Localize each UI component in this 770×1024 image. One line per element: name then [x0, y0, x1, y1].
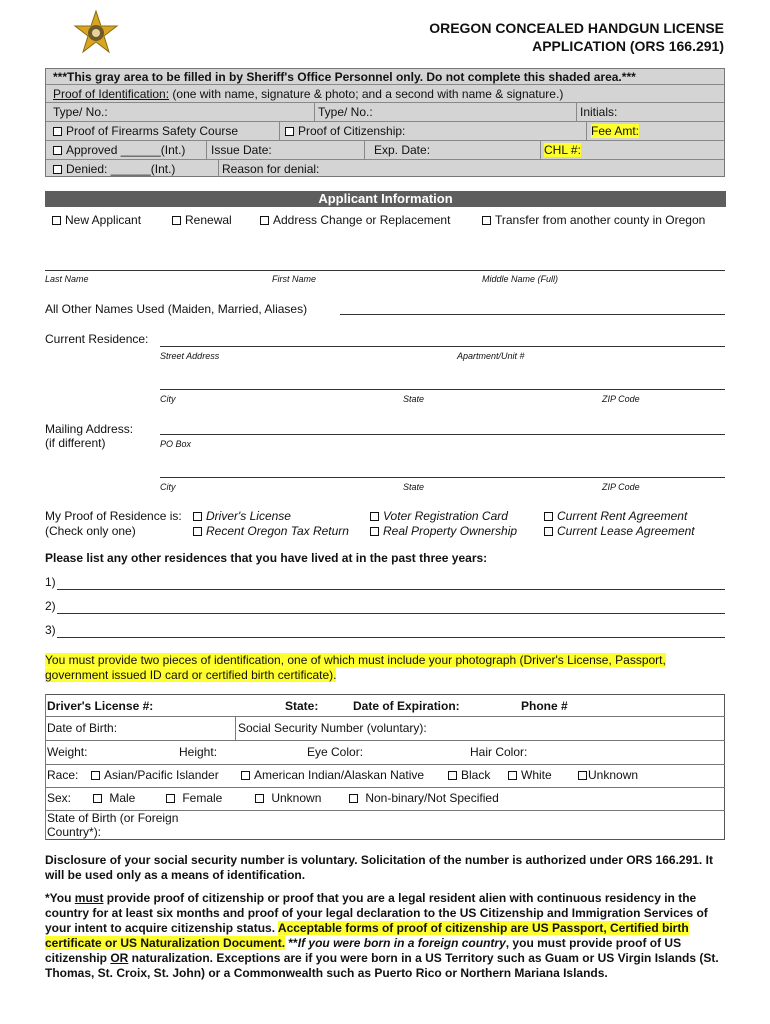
zip-label: ZIP Code: [602, 394, 640, 404]
ssn-disclosure: Disclosure of your social security number is voluntary. Solicitation of the number is authorized under ORS 166.291. It will be used only as a means of identification.: [45, 853, 713, 882]
sex-male-option[interactable]: Male: [93, 791, 135, 805]
proof-residence-hint: (Check only one): [45, 524, 136, 538]
race-white-option[interactable]: White: [508, 768, 552, 782]
checkbox-icon: [349, 794, 358, 803]
checkbox-icon: [241, 771, 250, 780]
initials-field: Initials:: [580, 105, 618, 119]
new-applicant-checkbox[interactable]: New Applicant: [52, 213, 141, 227]
residence-3-input[interactable]: [57, 637, 725, 638]
other-residences-prompt: Please list any other residences that you have lived at in the past three years:: [45, 551, 488, 565]
residence-2-label: 2): [45, 599, 56, 613]
checkbox-icon: [482, 216, 491, 225]
issue-date-field: Issue Date:: [211, 143, 272, 157]
sex-female-option[interactable]: Female: [166, 791, 222, 805]
height-field[interactable]: Height:: [179, 745, 218, 759]
city-input[interactable]: [160, 389, 725, 390]
street-label: Street Address: [160, 351, 220, 361]
mailing-state-label: State: [403, 482, 425, 492]
race-native-option[interactable]: American Indian/Alaskan Native: [241, 768, 424, 782]
mailing-address-label: Mailing Address:: [45, 422, 134, 436]
checkbox-icon: [53, 146, 62, 155]
dl-state-field[interactable]: State:: [285, 699, 319, 713]
dl-expiration-field[interactable]: Date of Expiration:: [353, 699, 460, 713]
name-input-line[interactable]: [45, 270, 725, 271]
checkbox-icon: [260, 216, 269, 225]
middle-name-label: Middle Name (Full): [482, 274, 559, 284]
sex-unknown-option[interactable]: Unknown: [255, 791, 321, 805]
apt-label: Apartment/Unit #: [457, 351, 525, 361]
eye-color-field[interactable]: Eye Color:: [307, 745, 364, 759]
checkbox-icon: [578, 771, 587, 780]
chl-number-field: CHL #:: [544, 143, 581, 157]
phone-field[interactable]: Phone #: [521, 699, 568, 713]
checkbox-icon: [172, 216, 181, 225]
rent-agreement-option[interactable]: Current Rent Agreement: [544, 509, 687, 523]
denied-checkbox[interactable]: Denied: ______(Int.): [53, 162, 175, 176]
residence-2-input[interactable]: [57, 613, 725, 614]
mailing-zip-label: ZIP Code: [602, 482, 640, 492]
firearms-course-checkbox[interactable]: Proof of Firearms Safety Course: [53, 124, 238, 138]
checkbox-icon: [166, 794, 175, 803]
checkbox-icon: [370, 512, 379, 521]
race-unknown-option[interactable]: Unknown: [578, 768, 638, 782]
citizenship-note: *You must provide proof of citizenship or proof that you are a legal resident alien with continuous residency in the country for at least six months and proof of your legal declaration to the US Citizenship and Immigration Services of your intent to acquire citizenship status. Acceptable forms of proof of citizenship are US Passport, Certified birth certificate or US Naturalization Document. **If you were born in a foreign country, you must provide proof of US citizenship OR naturalization. Exceptions are if you were born in a US Territory such as Guam or US Virgin Islands (St. Thomas, St. Croix, St. John) or a Commonwealth such as Puerto Rico or Northern Mariana Islands.: [45, 891, 719, 980]
mailing-if-different: (if different): [45, 436, 106, 450]
hair-color-field[interactable]: Hair Color:: [470, 745, 528, 759]
checkbox-icon: [448, 771, 457, 780]
sheriff-star-icon: [72, 10, 120, 62]
checkbox-icon: [53, 127, 62, 136]
sex-label: Sex:: [47, 791, 72, 805]
proof-residence-label: My Proof of Residence is:: [45, 509, 182, 523]
mailing-city-input[interactable]: [160, 477, 725, 478]
property-ownership-option[interactable]: Real Property Ownership: [370, 524, 517, 538]
proof-id-text: Proof of Identification: (one with name, signature & photo; and a second with name & signature.): [53, 87, 564, 101]
drivers-license-field[interactable]: Driver's License #:: [47, 699, 154, 713]
tax-return-option[interactable]: Recent Oregon Tax Return: [193, 524, 349, 538]
renewal-checkbox[interactable]: Renewal: [172, 213, 232, 227]
applicant-info-header: Applicant Information: [45, 191, 726, 207]
checkbox-icon: [193, 512, 202, 521]
weight-field[interactable]: Weight:: [47, 745, 88, 759]
dob-field[interactable]: Date of Birth:: [47, 721, 118, 735]
checkbox-icon: [508, 771, 517, 780]
last-name-label: Last Name: [45, 274, 89, 284]
id-notice: You must provide two pieces of identification, one of which must include your photograph (Driver's License, Passport, government issued ID card or certified birth certificate).: [45, 653, 666, 682]
residence-3-label: 3): [45, 623, 56, 637]
checkbox-icon: [193, 527, 202, 536]
ssn-field[interactable]: Social Security Number (voluntary):: [238, 721, 427, 735]
office-use-area: [45, 68, 725, 177]
form-subtitle: APPLICATION (ORS 166.291): [532, 38, 724, 54]
transfer-checkbox[interactable]: Transfer from another county in Oregon: [482, 213, 705, 227]
po-box-label: PO Box: [160, 439, 192, 449]
mailing-city-label: City: [160, 482, 176, 492]
city-label: City: [160, 394, 176, 404]
other-names-label: All Other Names Used (Maiden, Married, Aliases): [45, 302, 308, 316]
race-asian-option[interactable]: Asian/Pacific Islander: [91, 768, 219, 782]
checkbox-icon: [544, 527, 553, 536]
checkbox-icon: [53, 165, 62, 174]
po-box-input[interactable]: [160, 434, 725, 435]
address-change-checkbox[interactable]: Address Change or Replacement: [260, 213, 450, 227]
street-input[interactable]: [160, 346, 725, 347]
other-names-input[interactable]: [340, 314, 725, 315]
race-black-option[interactable]: Black: [448, 768, 490, 782]
reason-denial-field: Reason for denial:: [222, 162, 320, 176]
state-label: State: [403, 394, 425, 404]
checkbox-icon: [370, 527, 379, 536]
checkbox-icon: [93, 794, 102, 803]
approved-checkbox[interactable]: Approved ______(Int.): [53, 143, 185, 157]
form-title: OREGON CONCEALED HANDGUN LICENSE: [429, 20, 724, 36]
first-name-label: First Name: [272, 274, 317, 284]
residence-1-input[interactable]: [57, 589, 725, 590]
sex-nonbinary-option[interactable]: Non-binary/Not Specified: [349, 791, 499, 805]
residence-1-label: 1): [45, 575, 56, 589]
type-no-1: Type/ No.:: [53, 105, 108, 119]
drivers-license-option[interactable]: Driver's License: [193, 509, 291, 523]
type-no-2: Type/ No.:: [318, 105, 373, 119]
checkbox-icon: [255, 794, 264, 803]
birth-state-label: State of Birth (or Foreign: [47, 811, 179, 825]
checkbox-icon: [52, 216, 61, 225]
lease-agreement-option[interactable]: Current Lease Agreement: [544, 524, 695, 538]
checkbox-icon: [544, 512, 553, 521]
checkbox-icon: [285, 127, 294, 136]
office-use-notice: ***This gray area to be filled in by Sheriff's Office Personnel only. Do not complete this shaded area.***: [53, 70, 636, 84]
race-label: Race:: [47, 768, 79, 782]
checkbox-icon: [91, 771, 100, 780]
voter-card-option[interactable]: Voter Registration Card: [370, 509, 508, 523]
fee-amt-field: Fee Amt:: [591, 124, 640, 138]
current-residence-label: Current Residence:: [45, 332, 149, 346]
citizenship-checkbox[interactable]: Proof of Citizenship:: [285, 124, 405, 138]
exp-date-field: Exp. Date:: [374, 143, 431, 157]
birth-country-label: Country*):: [47, 825, 102, 839]
